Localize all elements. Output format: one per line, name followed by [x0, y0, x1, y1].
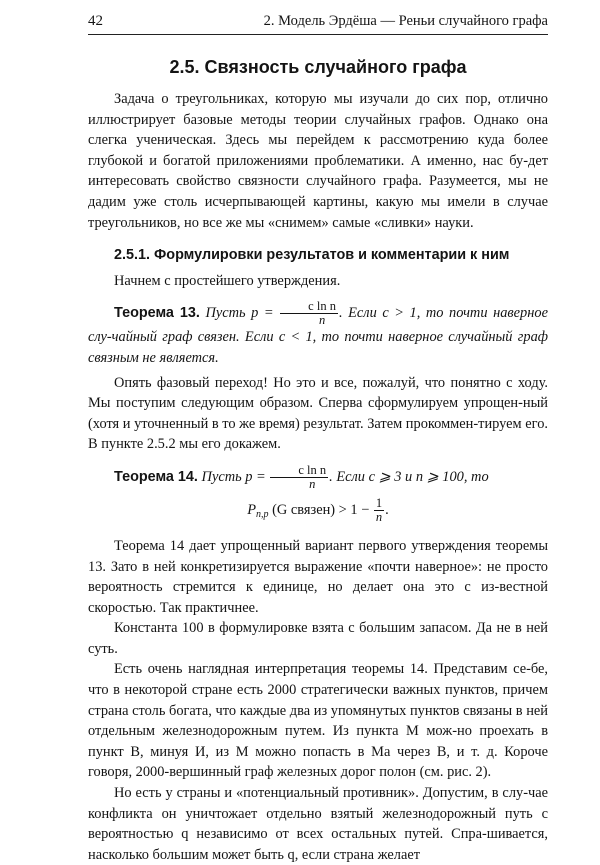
theorem-13-frac-num: c ln n	[280, 300, 338, 314]
formula-P: P	[247, 501, 257, 518]
theorem-14	[88, 464, 548, 491]
theorem-13-label: Теорема 13.	[114, 305, 200, 322]
formula-subscript: n,p	[256, 508, 269, 520]
lead-paragraph: Начнем с простейшего утверждения.	[114, 272, 341, 289]
phase-paragraph: Опять фазовый переход! Но это и все, пожалуй, что понятно с ходу. Мы поступим следующим образом. Сперва сформулируем упрощен-ный (хотя и уточненный в то же время) результат. Затем прокоммен-тируем его. В пункте 2.5.2 мы его докажем.	[88, 374, 548, 453]
body-paragraph-4: Но есть у страны и «потенциальный противник». Допустим, в слу-чае конфликта он уничтожает отдельно взятый железнодорожный путь с вероятностью q независимо от всех остальных путей. Спра-шивается, насколько большим может быть q, если страна желает	[88, 785, 548, 863]
theorem-13-fraction	[280, 300, 338, 327]
theorem-13-post: . Если c > 1, то почти наверное слу-чайный граф связен. Если c < 1, то почти наверное случайный граф связным не является.	[88, 305, 548, 366]
body-paragraph-3: Есть очень наглядная интерпретация теоремы 14. Представим се-бе, что в некоторой стране есть 2000 стратегически важных пунктов, причем страна столь богата, что каждые два из упомянутых пунктов связаны в ней отдельным железнодорожным путем. Из пункта M мож-но проехать в пункт B, минуя И, из M можно попасть в Ма через В, и т. д. Короче говоря, 2000-вершинный граф железных дорог полон (см. рис. 2).	[88, 661, 548, 781]
subsection-title: 2.5.1. Формулировки результатов и комментарии к ним	[114, 247, 510, 264]
body-paragraph-2: Константа 100 в формулировке взята с большим запасом. Да не в ней суть.	[88, 620, 548, 657]
theorem-13-pre: Пусть p =	[205, 305, 274, 322]
theorem-14-formula	[88, 495, 548, 530]
theorem-14-post: . Если c ⩾ 3 и n ⩾ 100, то	[329, 468, 489, 485]
page-number: 42	[88, 13, 103, 29]
formula-frac-den: n	[375, 510, 383, 525]
theorem-13-frac-den: n	[318, 313, 326, 328]
theorem-14-frac-num: c ln n	[270, 464, 328, 478]
formula-frac-num: 1	[375, 496, 383, 511]
running-head	[88, 10, 548, 32]
header-rule	[88, 34, 548, 35]
section-title: 2.5. Связность случайного графа	[169, 57, 467, 77]
formula-fraction	[374, 497, 384, 524]
theorem-14-pre: Пусть p =	[201, 468, 266, 485]
intro-paragraph: Задача о треугольниках, которую мы изучали до сих пор, отлично иллюстрирует базовые методы теории случайных графов. Однако она слегка ученическая. Здесь мы перейдем к рассмотрению куда более глубокой и богатой приложениями проблематики. А именно, нас бу-дет интересовать свойство связности случайного графа. Разумеется, мы не дадим уже столь исчерпывающей картины, какую мы имели в случае треугольников, но все же мы «снимем» самые «сливки» науки.	[88, 91, 548, 231]
theorem-14-frac-den: n	[309, 476, 316, 491]
formula-body: (G связен) > 1 −	[272, 501, 370, 518]
theorem-13	[88, 300, 548, 368]
formula-end: .	[385, 501, 389, 518]
theorem-14-label: Теорема 14.	[114, 468, 198, 485]
running-title: 2. Модель Эрдёша — Реньи случайного графа	[263, 13, 548, 29]
theorem-14-fraction	[270, 464, 328, 491]
body-paragraph-1: Теорема 14 дает упрощенный вариант первого утверждения теоремы 13. Зато в ней конкретизируется выражение «почти наверное»: не просто вероятность стремится к единице, но делает она это с из-вестной скоростью. Так практичнее.	[88, 537, 548, 616]
